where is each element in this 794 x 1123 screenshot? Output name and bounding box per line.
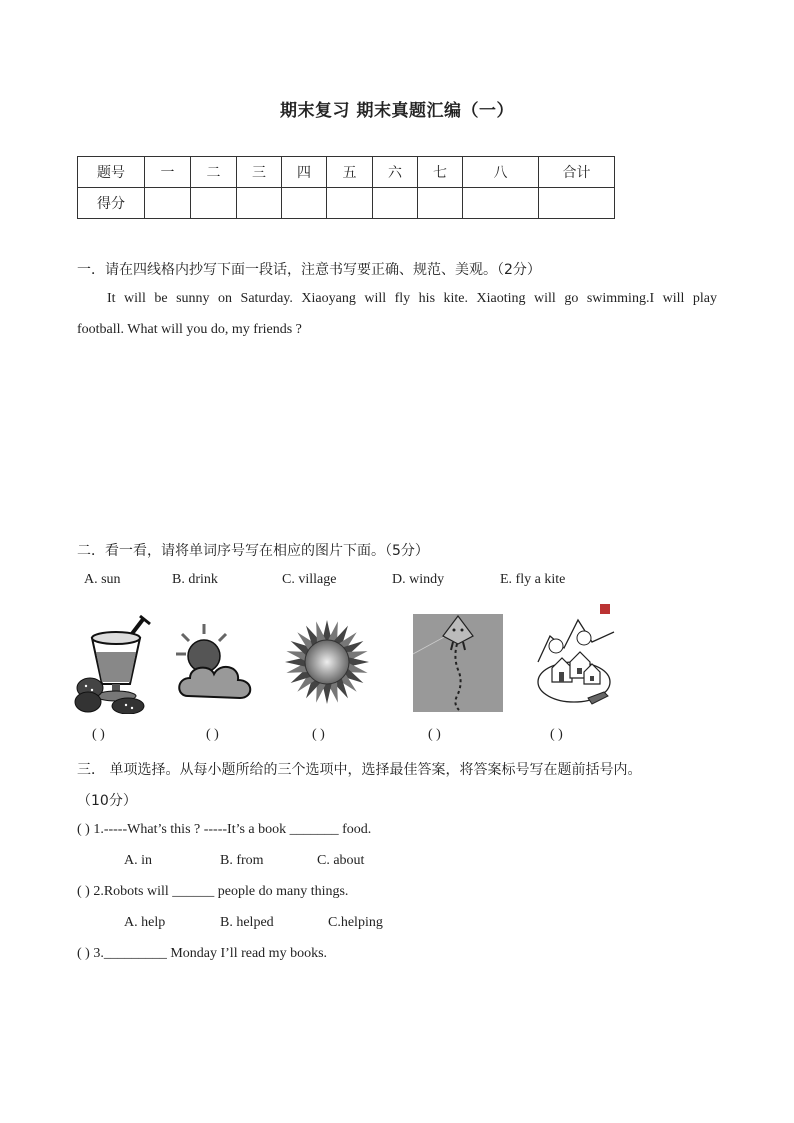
page-title: 期末复习 期末真题汇编（一） [280, 101, 514, 121]
score-input-1[interactable] [145, 188, 191, 219]
score-input-6[interactable] [373, 188, 418, 219]
section3-heading: 三． 单项选择。从每小题所给的三个选项中，选择最佳答案，将答案标号写在题前括号内。 [77, 762, 642, 778]
q2-option-a: A. help [124, 915, 166, 930]
score-input-2[interactable] [191, 188, 237, 219]
passage-line-1: It will be sunny on Saturday. Xiaoyang will fly his kite. Xiaoting will go swimming.I will play [107, 291, 717, 306]
cell-8: 八 [463, 157, 539, 188]
question-1: ( ) 1.-----What’s this ? -----It’s a book _______ food. [77, 822, 372, 837]
score-table-score-row [78, 188, 615, 219]
word-e: E. fly a kite [500, 572, 566, 587]
cell-total: 合计 [539, 157, 615, 188]
cell-6: 六 [373, 157, 418, 188]
q1-option-a: A. in [124, 853, 152, 868]
q1-option-c: C. about [317, 853, 365, 868]
kite-picture [413, 614, 503, 712]
word-a: A. sun [84, 572, 121, 587]
score-input-total[interactable] [539, 188, 615, 219]
q2-option-c: C.helping [328, 915, 383, 930]
cell-1: 一 [145, 157, 191, 188]
cell-7: 七 [418, 157, 463, 188]
cell-score-label: 得分 [78, 188, 145, 219]
section1-heading: 一．请在四线格内抄写下面一段话，注意书写要正确、规范、美观。（2分） [77, 262, 541, 278]
cell-4: 四 [282, 157, 327, 188]
q2-option-b: B. helped [220, 915, 274, 930]
answer-paren-3[interactable]: ( ) [312, 727, 325, 742]
score-table [77, 156, 615, 219]
q1-option-b: B. from [220, 853, 264, 868]
passage-line-2: football. What will you do, my friends ? [77, 322, 302, 337]
sun-picture [282, 612, 372, 714]
question-2: ( ) 2.Robots will ______ people do many things. [77, 884, 349, 899]
four-line-writing-area[interactable] [77, 350, 717, 520]
answer-paren-1[interactable]: ( ) [92, 727, 105, 742]
section2-heading: 二．看一看，请将单词序号写在相应的图片下面。（5分） [77, 543, 429, 559]
section3-points: （10分） [77, 793, 137, 809]
cell-label: 题号 [78, 157, 145, 188]
cell-2: 二 [191, 157, 237, 188]
answer-paren-4[interactable]: ( ) [428, 727, 441, 742]
windy-cloud-picture [174, 622, 256, 708]
score-table-header-row [78, 157, 615, 188]
word-b: B. drink [172, 572, 218, 587]
score-input-7[interactable] [418, 188, 463, 219]
word-d: D. windy [392, 572, 445, 587]
answer-paren-5[interactable]: ( ) [550, 727, 563, 742]
section1-passage [77, 283, 717, 345]
answer-paren-2[interactable]: ( ) [206, 727, 219, 742]
score-input-4[interactable] [282, 188, 327, 219]
drink-picture [74, 612, 152, 714]
word-c: C. village [282, 572, 337, 587]
score-input-8[interactable] [463, 188, 539, 219]
score-input-3[interactable] [237, 188, 282, 219]
question-3: ( ) 3._________ Monday I’ll read my books. [77, 946, 328, 961]
cell-5: 五 [327, 157, 373, 188]
village-picture [534, 602, 616, 712]
cell-3: 三 [237, 157, 282, 188]
score-input-5[interactable] [327, 188, 373, 219]
